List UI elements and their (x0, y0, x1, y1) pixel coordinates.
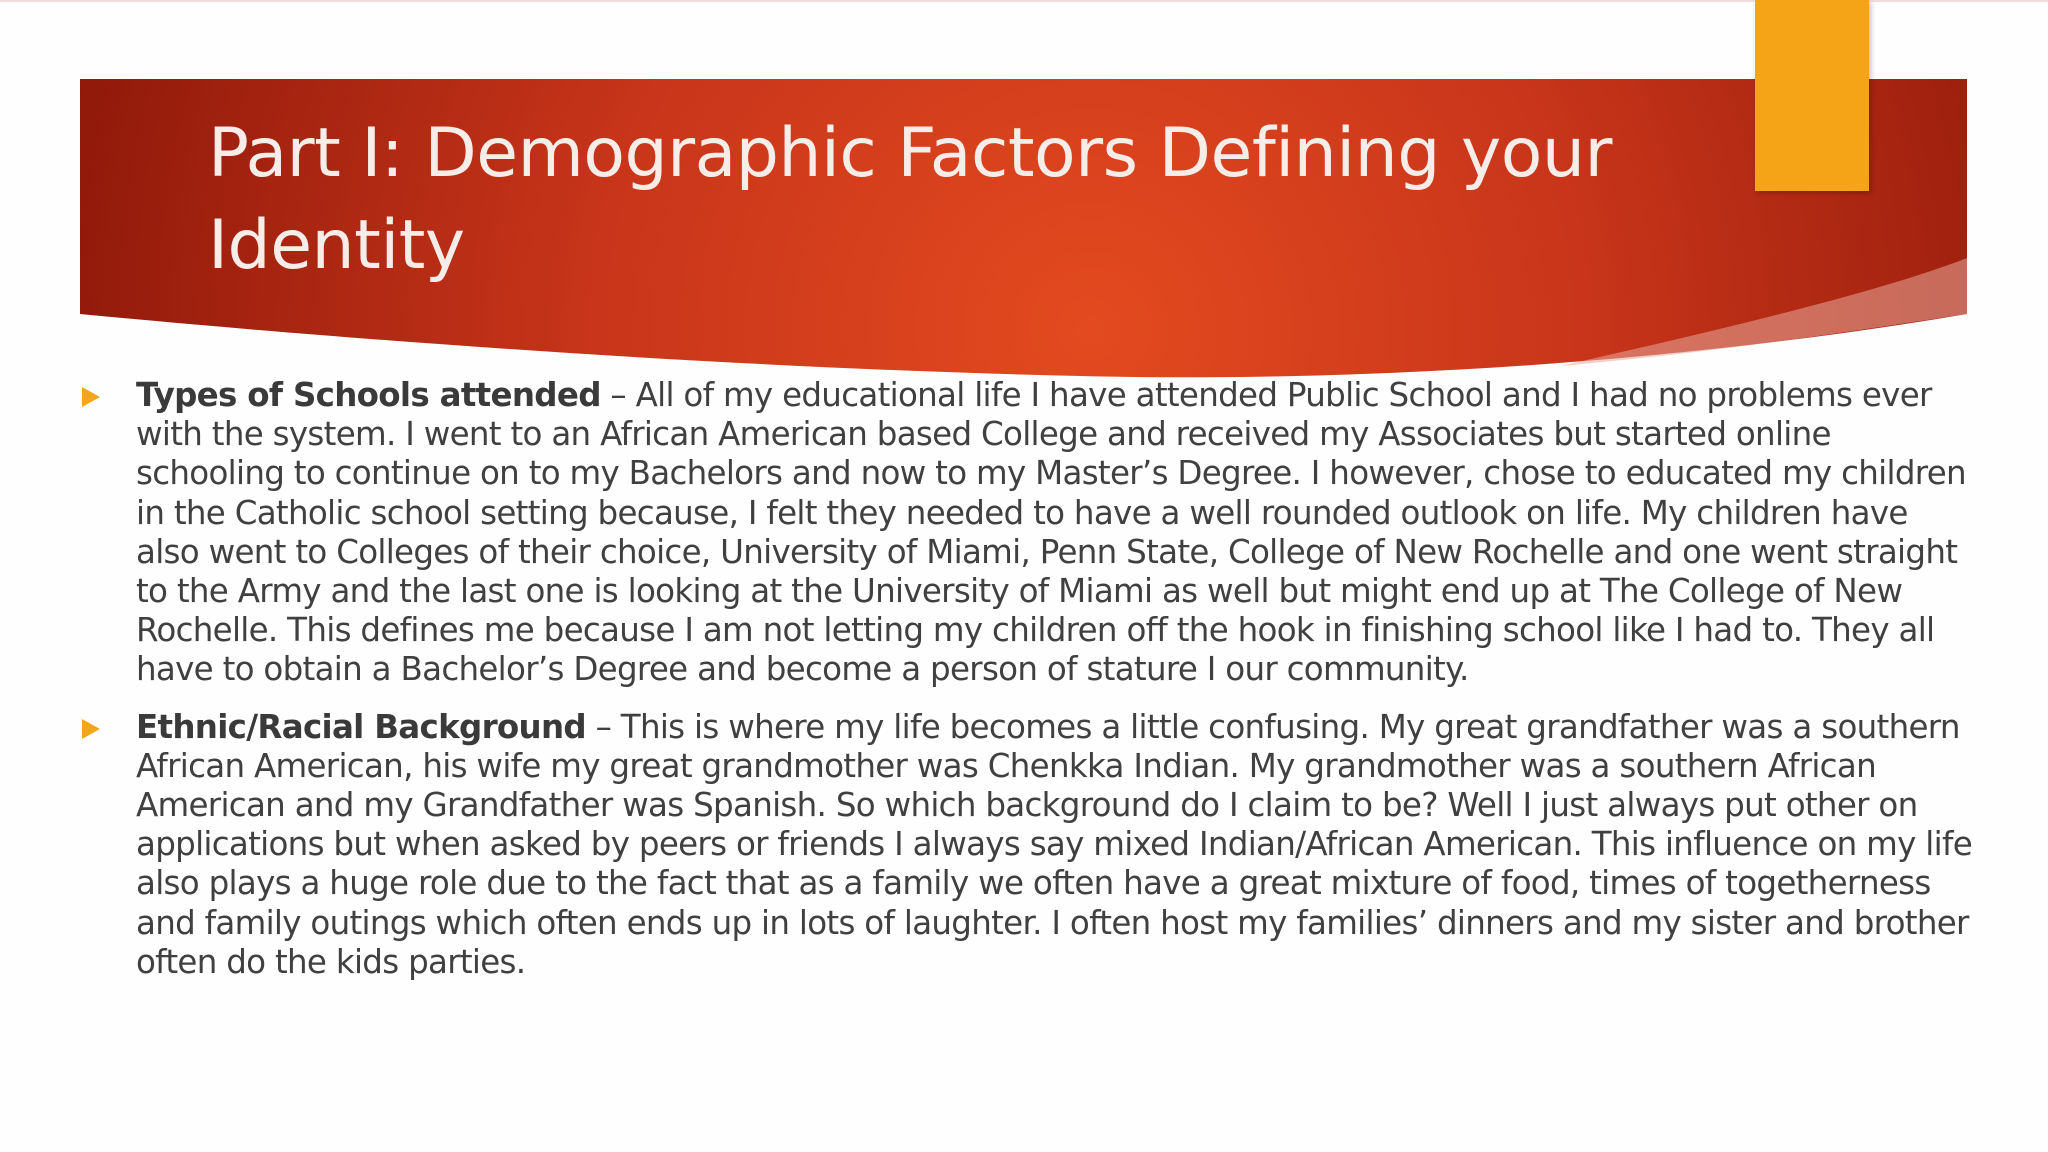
triangle-bullet-icon (82, 387, 100, 407)
accent-tab (1755, 0, 1869, 191)
triangle-bullet-icon (82, 719, 100, 739)
bullet-schools (78, 376, 1978, 690)
bullet-separator: – (585, 707, 621, 746)
slide-title: Part I: Demographic Factors Defining your Identity (208, 114, 1612, 285)
bullet-separator: – (600, 376, 636, 414)
bullet-text: This is where my life becomes a little confusing. My great grandfather was a southern African American, his wife my great grandmother was Chenkka Indian. My grandmother was a southern African American and my Grandfather was Spanish. So which background do I claim to be? Well I just always put other on applications but when asked by peers or friends I always say mixed Indian/African American. This influence on my life also plays a huge role due to the fact that as a family we often have a great mixture of food, times of togetherness and family outings which often ends up in lots of laughter. I often host my families’ dinners and my sister and brother often do the kids parties. (136, 707, 1972, 981)
bullet-list (78, 376, 1978, 1000)
bullet-label: Ethnic/Racial Background (136, 707, 586, 746)
bullet-text: All of my educational life I have attended Public School and I had no problems ever with the system. I went to an African American based College and received my Associates but started online schooling to continue on to my Bachelors and now to my Master’s Degree. I however, chose to educated my children in the Catholic school setting because, I felt they needed to have a well rounded outlook on life. My children have also went to Colleges of their choice, University of Miami, Penn State, College of New Rochelle and one went straight to the Army and the last one is looking at the University of Miami as well but might end up at The College of New Rochelle. This defines me because I am not letting my children off the hook in finishing school like I had to. They all have to obtain a Bachelor’s Degree and become a person of stature I our community. (136, 376, 1966, 689)
bullet-ethnic (78, 708, 1978, 982)
bullet-label: Types of Schools attended (136, 376, 601, 414)
